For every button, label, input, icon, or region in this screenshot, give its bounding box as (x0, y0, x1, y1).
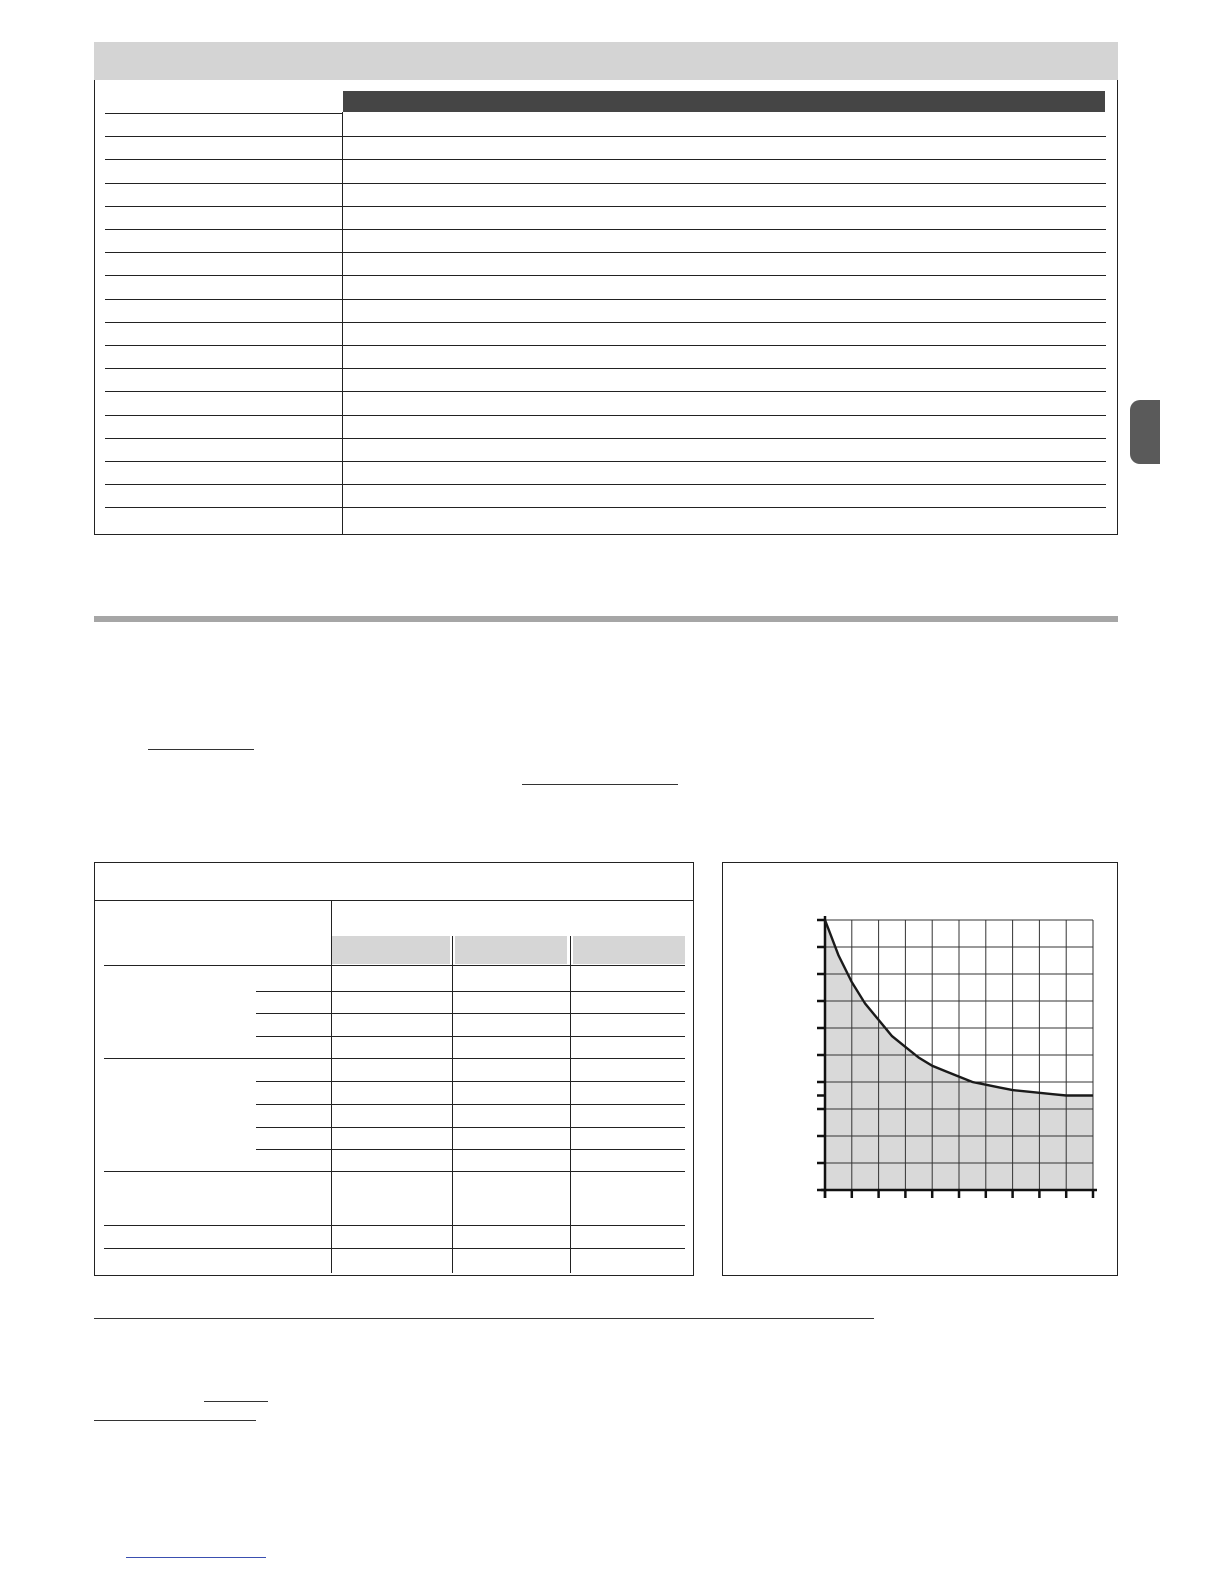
spec-row-value (347, 207, 1102, 229)
spec-row-label (107, 114, 341, 136)
spec-row-value (347, 416, 1102, 438)
spec-row-label (107, 323, 341, 345)
spec-row-value (347, 300, 1102, 322)
spec-table-row (105, 184, 1106, 207)
duty-row-line (104, 1171, 685, 1172)
underline-link[interactable] (126, 1557, 266, 1558)
duty-row-line (256, 1104, 685, 1105)
duty-header-cell (455, 936, 567, 964)
spec-row-label (107, 439, 341, 461)
spec-row-label (107, 230, 341, 252)
duty-row-line (104, 1058, 685, 1059)
spec-table-row (105, 91, 343, 114)
spec-table-row (105, 277, 1106, 300)
spec-table-row (105, 485, 1106, 508)
spec-table-row (105, 439, 1106, 462)
spec-row-label (107, 393, 341, 415)
spec-table-row (105, 114, 1106, 137)
spec-table-row (105, 300, 1106, 323)
chapter-side-tab (1130, 400, 1160, 464)
duty-header-cell (573, 936, 685, 964)
spec-row-value (347, 462, 1102, 484)
spec-row-value (347, 323, 1102, 345)
duty-row-line (104, 1225, 685, 1226)
spec-table-row (105, 323, 1106, 346)
spec-row-value (347, 230, 1102, 252)
spec-row-value (347, 137, 1102, 159)
spec-row-value (347, 114, 1102, 136)
spec-row-value (347, 277, 1102, 299)
spec-table-row (105, 230, 1106, 253)
spec-table-row (105, 393, 1106, 416)
spec-row-value (347, 161, 1102, 183)
spec-row-label (107, 277, 341, 299)
duty-row-line (104, 1248, 685, 1249)
underline-reference-5 (94, 1420, 256, 1421)
spec-row-value (347, 485, 1102, 507)
spec-table-row (105, 346, 1106, 369)
spec-row-label (107, 137, 341, 159)
duty-row-line (256, 1127, 685, 1128)
spec-table-row (105, 416, 1106, 439)
spec-row-value (347, 346, 1102, 368)
spec-row-label (107, 462, 341, 484)
duty-title-separator (95, 900, 693, 901)
spec-row-label (107, 253, 341, 275)
section-divider (94, 616, 1118, 622)
spec-table-row (105, 253, 1106, 276)
duty-row-line (256, 1013, 685, 1014)
spec-row-label (107, 300, 341, 322)
duty-table (94, 862, 694, 1276)
spec-table-row (105, 207, 1106, 230)
spec-table-row (105, 161, 1106, 184)
area-chart (722, 862, 1118, 1276)
spec-row-label (107, 91, 341, 113)
duty-header-cell (332, 936, 450, 964)
spec-row-value (347, 369, 1102, 391)
underline-reference-3 (94, 1318, 874, 1319)
spec-table-row (105, 369, 1106, 392)
duty-row-line (256, 1081, 685, 1082)
spec-row-label (107, 346, 341, 368)
spec-row-value (347, 184, 1102, 206)
spec-row-label (107, 485, 341, 507)
duty-row-line (256, 1149, 685, 1150)
spec-table-title-bar (94, 42, 1118, 80)
underline-reference-2 (522, 784, 678, 785)
spec-table-row (105, 137, 1106, 160)
spec-table-row (105, 462, 1106, 485)
spec-row-label (107, 184, 341, 206)
underline-reference-4 (204, 1401, 268, 1402)
spec-row-label (107, 416, 341, 438)
spec-row-label (107, 161, 341, 183)
spec-row-value (347, 253, 1102, 275)
spec-row-label (107, 207, 341, 229)
spec-row-value (347, 439, 1102, 461)
spec-row-value (347, 91, 1102, 113)
duty-row-line (256, 1036, 685, 1037)
duty-row-line (256, 991, 685, 992)
duty-row-line (104, 965, 685, 966)
underline-reference-1 (148, 749, 254, 750)
spec-row-value (347, 393, 1102, 415)
spec-row-label (107, 369, 341, 391)
